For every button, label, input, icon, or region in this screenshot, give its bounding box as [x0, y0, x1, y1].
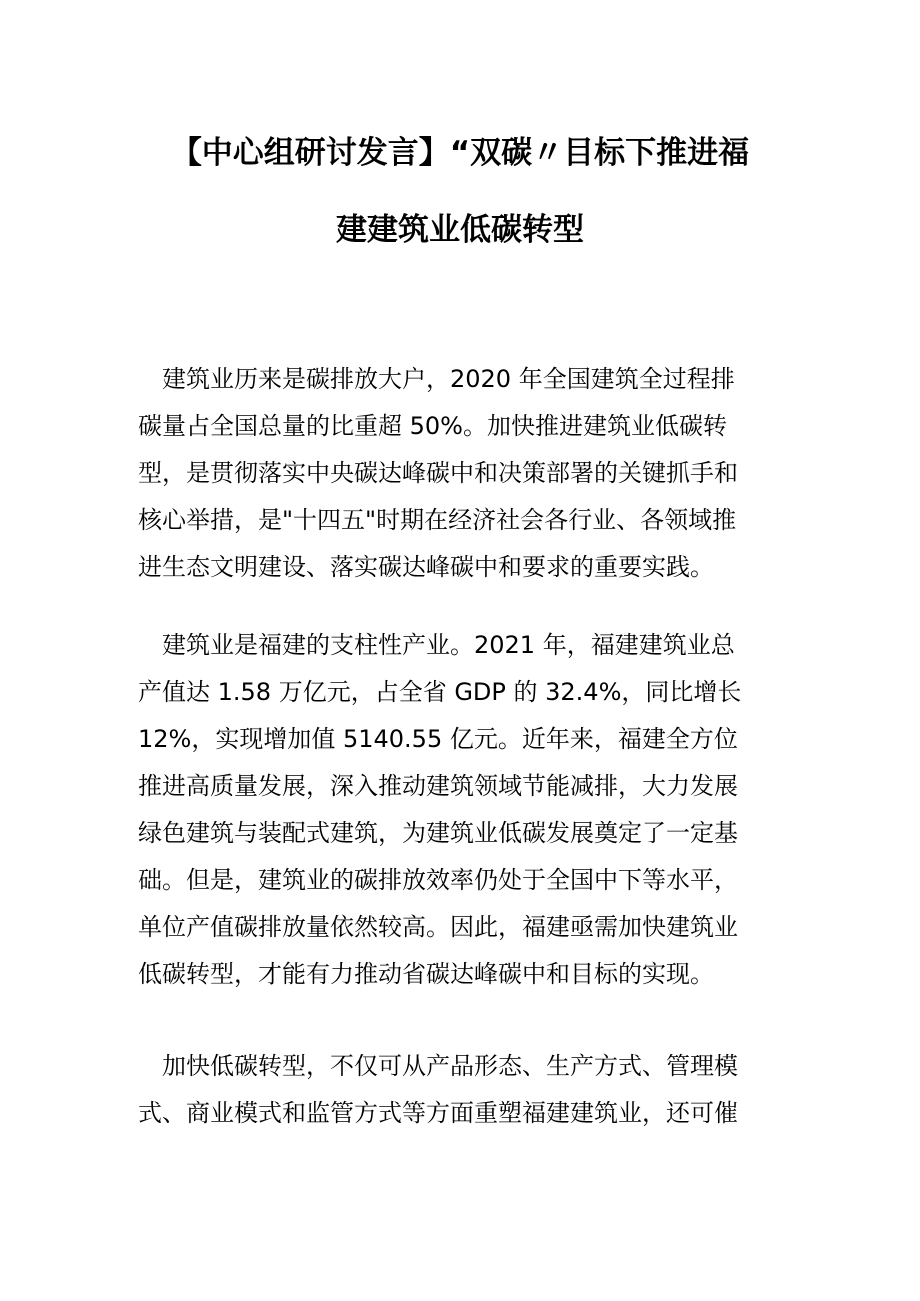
paragraph-line: 推进高质量发展，深入推动建筑领域节能减排，大力发展: [138, 772, 738, 800]
paragraph-line: 础。但是，建筑业的碳排放效率仍处于全国中下等水平，: [138, 866, 738, 894]
paragraph-line: 绿色建筑与装配式建筑，为建筑业低碳发展奠定了一定基: [138, 819, 738, 847]
title-line-2: 建建筑业低碳转型: [336, 212, 584, 248]
paragraph-line: 碳量占全国总量的比重超 50%。加快推进建筑业低碳转: [138, 412, 727, 440]
paragraph-line: 12%，实现增加值 5140.55 亿元。近年来，福建全方位: [138, 725, 738, 753]
paragraph-line: 进生态文明建设、落实碳达峰碳中和要求的重要实践。: [138, 553, 714, 581]
title-line-1: 【中心组研讨发言】“双碳〃目标下推进福: [170, 135, 750, 171]
paragraph-line: 建筑业是福建的支柱性产业。2021 年，福建建筑业总: [138, 631, 735, 659]
paragraph-line: 加快低碳转型，不仅可从产品形态、生产方式、管理模: [138, 1052, 738, 1080]
paragraph-line: 核心举措，是"十四五"时期在经济社会各行业、各领域推: [138, 506, 737, 534]
paragraph-line: 产值达 1.58 万亿元，占全省 GDP 的 32.4%，同比增长: [138, 678, 742, 706]
paragraph-1: [138, 356, 798, 591]
paragraph-3: [138, 1043, 798, 1137]
paragraph-line: 建筑业历来是碳排放大户，2020 年全国建筑全过程排: [138, 365, 735, 393]
paragraph-line: 型，是贯彻落实中央碳达峰碳中和决策部署的关键抓手和: [138, 459, 738, 487]
paragraph-2: [138, 622, 798, 998]
paragraph-line: 单位产值碳排放量依然较高。因此，福建亟需加快建筑业: [138, 913, 738, 941]
paragraph-line: 式、商业模式和监管方式等方面重塑福建建筑业，还可催: [138, 1099, 738, 1127]
paragraph-line: 低碳转型，才能有力推动省碳达峰碳中和目标的实现。: [138, 960, 714, 988]
